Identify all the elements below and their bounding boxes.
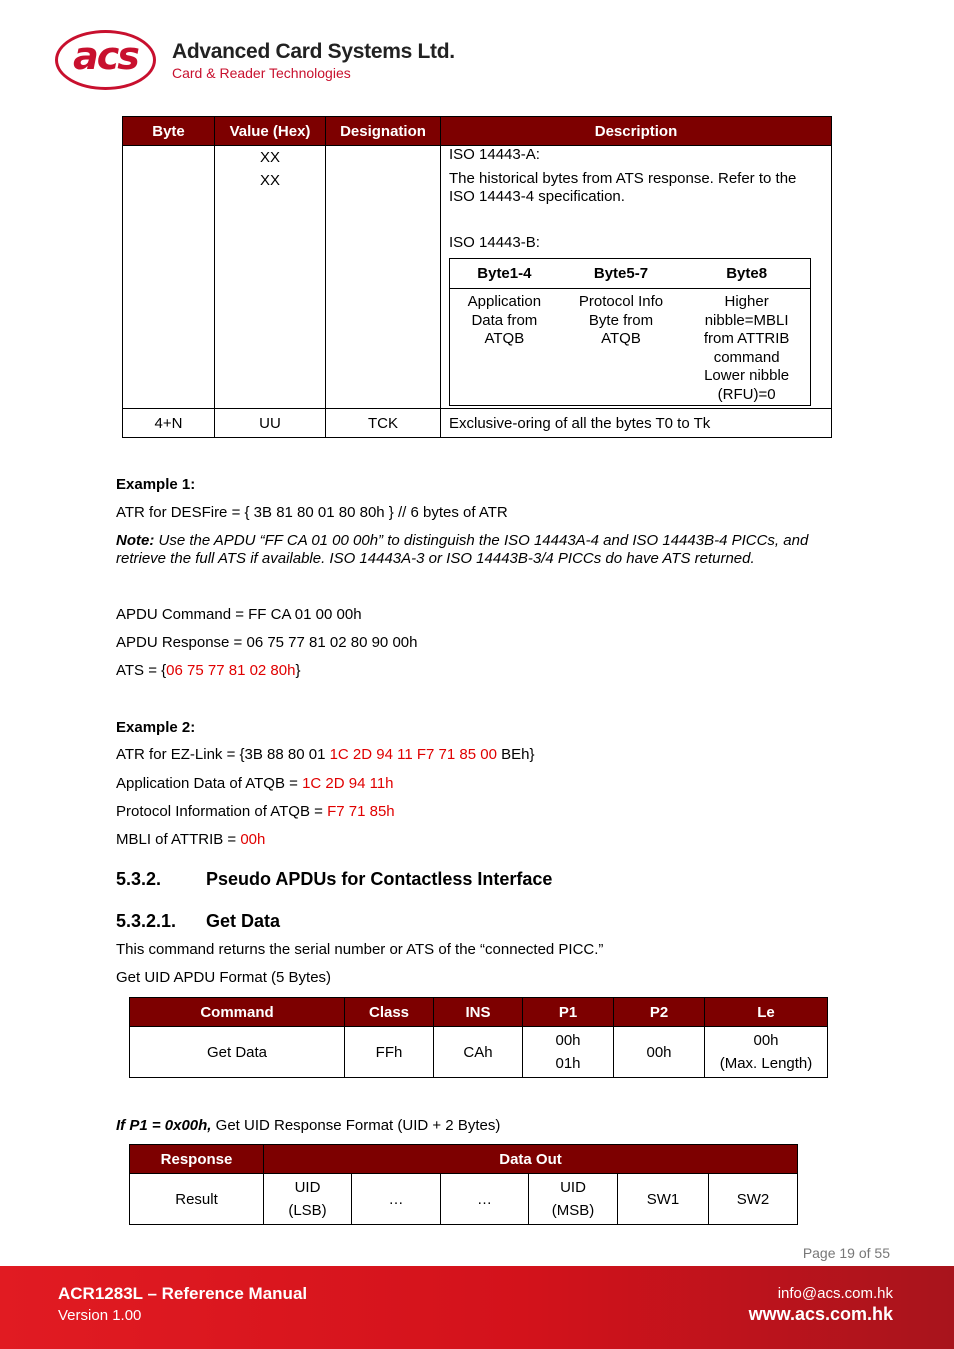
atr-suffix: BEh} <box>496 746 535 763</box>
p1-line: 00h <box>555 1032 581 1049</box>
cell-p1 <box>523 1027 614 1078</box>
table-row <box>123 409 832 438</box>
iso-b-table <box>449 258 811 406</box>
le-line: 00h <box>753 1032 779 1049</box>
table-row <box>130 1174 798 1225</box>
company-tagline: Card & Reader Technologies <box>172 65 351 81</box>
ats-prefix: ATS = { <box>116 662 167 679</box>
inner-header: Byte5-7 <box>559 259 684 289</box>
col-byte: Byte <box>123 117 215 146</box>
cell-designation: TCK <box>326 409 441 438</box>
col-ins: INS <box>434 998 523 1027</box>
p1-line: 01h <box>555 1055 581 1072</box>
inner-line: ATQB <box>601 330 641 347</box>
example2-mbli <box>116 831 265 849</box>
atr-value: 1C 2D 94 11 F7 71 85 00 <box>329 746 497 763</box>
cell-ellipsis: … <box>352 1174 441 1225</box>
example1-title: Example 1: <box>116 476 196 493</box>
section-heading <box>116 869 553 890</box>
inner-line: command <box>713 348 780 366</box>
uid-line: (LSB) <box>288 1202 327 1219</box>
example2-title: Example 2: <box>116 719 196 736</box>
cell-p2: 00h <box>614 1027 705 1078</box>
table-row <box>130 1027 828 1078</box>
apdu-command: APDU Command = FF CA 01 00 00h <box>116 606 362 623</box>
ats-table-header <box>123 117 832 146</box>
mbli-prefix: MBLI of ATTRIB = <box>116 831 241 848</box>
example2-app-data <box>116 775 394 793</box>
value-line: XX <box>259 149 280 166</box>
col-p1: P1 <box>523 998 614 1027</box>
col-value: Value (Hex) <box>215 117 326 146</box>
response-label-text: Get UID Response Format (UID + 2 Bytes) <box>211 1117 501 1134</box>
footer-version: Version 1.00 <box>58 1307 142 1324</box>
cell-value <box>215 146 326 409</box>
app-prefix: Application Data of ATQB = <box>116 775 303 792</box>
response-table <box>129 1144 798 1225</box>
inner-line: from ATTRIB <box>703 330 790 347</box>
inner-line: Data from <box>471 311 538 329</box>
col-class: Class <box>345 998 434 1027</box>
inner-header: Byte8 <box>683 259 810 289</box>
proto-prefix: Protocol Information of ATQB = <box>116 803 328 820</box>
app-value: 1C 2D 94 11h <box>302 775 394 792</box>
col-command: Command <box>130 998 345 1027</box>
col-response: Response <box>130 1145 264 1174</box>
footer-title: ACR1283L – Reference Manual <box>58 1284 308 1303</box>
inner-line: Lower nibble <box>704 367 790 384</box>
subsection-number: 5.3.2.1. <box>116 911 177 931</box>
col-data-out: Data Out <box>264 1145 798 1174</box>
col-designation: Designation <box>326 117 441 146</box>
iso-a-title: ISO 14443-A: <box>449 146 540 163</box>
inner-line: Protocol Info <box>578 293 664 310</box>
note-text: Use the APDU “FF CA 01 00 00h” to distinguish the ISO 14443A-4 and ISO 14443B-4 PICCs, and retrieve the full ATS if available. ISO 14443A-3 or ISO 14443B-3/4 PICCs do have ATS returned. <box>116 532 809 567</box>
col-description: Description <box>441 117 832 146</box>
mbli-value: 00h <box>240 831 266 848</box>
table-row <box>123 146 832 409</box>
inner-line: ATQB <box>484 330 525 347</box>
cell-class: FFh <box>345 1027 434 1078</box>
ats-value: 06 75 77 81 02 80h <box>166 662 296 679</box>
inner-cell <box>450 289 559 406</box>
response-label-bold: If P1 = 0x00h, <box>116 1117 212 1134</box>
col-p2: P2 <box>614 998 705 1027</box>
cell-command: Get Data <box>130 1027 345 1078</box>
example2-atr <box>116 746 534 764</box>
iso-a-text: The historical bytes from ATS response. Refer to the ISO 14443-4 specification. <box>449 170 797 205</box>
page-number: Page 19 of 55 <box>802 1245 890 1261</box>
format-label: Get UID APDU Format (5 Bytes) <box>116 969 332 986</box>
apdu-table <box>129 997 828 1078</box>
note-label: Note: <box>116 532 155 549</box>
section-title: Pseudo APDUs for Contactless Interface <box>206 869 553 889</box>
company-logo <box>55 30 455 94</box>
cell-ins: CAh <box>434 1027 523 1078</box>
inner-cell <box>559 289 684 406</box>
response-label <box>116 1117 500 1135</box>
inner-line: Application <box>467 293 542 310</box>
inner-line: (RFU)=0 <box>717 385 776 403</box>
subsection-intro: This command returns the serial number or ATS of the “connected PICC.” <box>116 941 604 958</box>
example1-note <box>116 532 846 568</box>
uid-line: UID <box>560 1179 586 1196</box>
cell-byte <box>123 146 215 409</box>
logo-mark: acs <box>73 34 138 78</box>
inner-cell <box>683 289 810 406</box>
cell-le <box>705 1027 828 1078</box>
inner-line: Byte from <box>588 311 654 329</box>
footer-website[interactable]: www.acs.com.hk <box>748 1304 893 1324</box>
inner-header: Byte1-4 <box>450 259 559 289</box>
ats-line <box>116 662 300 680</box>
cell-sw1: SW1 <box>618 1174 709 1225</box>
cell-byte: 4+N <box>123 409 215 438</box>
apdu-response: APDU Response = 06 75 77 81 02 80 90 00h <box>116 634 418 651</box>
proto-value: F7 71 85h <box>327 803 395 820</box>
ats-suffix: } <box>295 662 301 679</box>
cell-designation <box>326 146 441 409</box>
cell-value: UU <box>215 409 326 438</box>
value-line: XX <box>259 172 280 189</box>
uid-line: UID <box>294 1179 321 1196</box>
cell-sw2: SW2 <box>709 1174 798 1225</box>
cell-description <box>441 146 832 409</box>
cell-ellipsis: … <box>441 1174 529 1225</box>
footer-bar <box>0 1266 954 1349</box>
example1-atr: ATR for DESFire = { 3B 81 80 01 80 80h } // 6 bytes of ATR <box>116 504 508 521</box>
uid-line: (MSB) <box>551 1202 595 1219</box>
company-name: Advanced Card Systems Ltd. <box>172 40 455 63</box>
subsection-title: Get Data <box>206 911 281 931</box>
iso-b-title: ISO 14443-B: <box>449 234 540 251</box>
subsection-heading <box>116 911 281 932</box>
cell-uid-lsb <box>264 1174 352 1225</box>
cell-uid-msb <box>529 1174 618 1225</box>
inner-line: Higher <box>724 293 769 310</box>
inner-line: nibble=MBLI <box>704 311 789 329</box>
cell-description: Exclusive-oring of all the bytes T0 to Tk <box>441 409 832 438</box>
section-number: 5.3.2. <box>116 869 162 889</box>
example2-protocol <box>116 803 395 821</box>
ats-table <box>122 116 832 438</box>
footer-email[interactable]: info@acs.com.hk <box>777 1285 893 1302</box>
le-line: (Max. Length) <box>719 1055 813 1072</box>
col-le: Le <box>705 998 828 1027</box>
atr-prefix: ATR for EZ-Link = {3B 88 80 01 <box>116 746 330 763</box>
cell-result: Result <box>130 1174 264 1225</box>
